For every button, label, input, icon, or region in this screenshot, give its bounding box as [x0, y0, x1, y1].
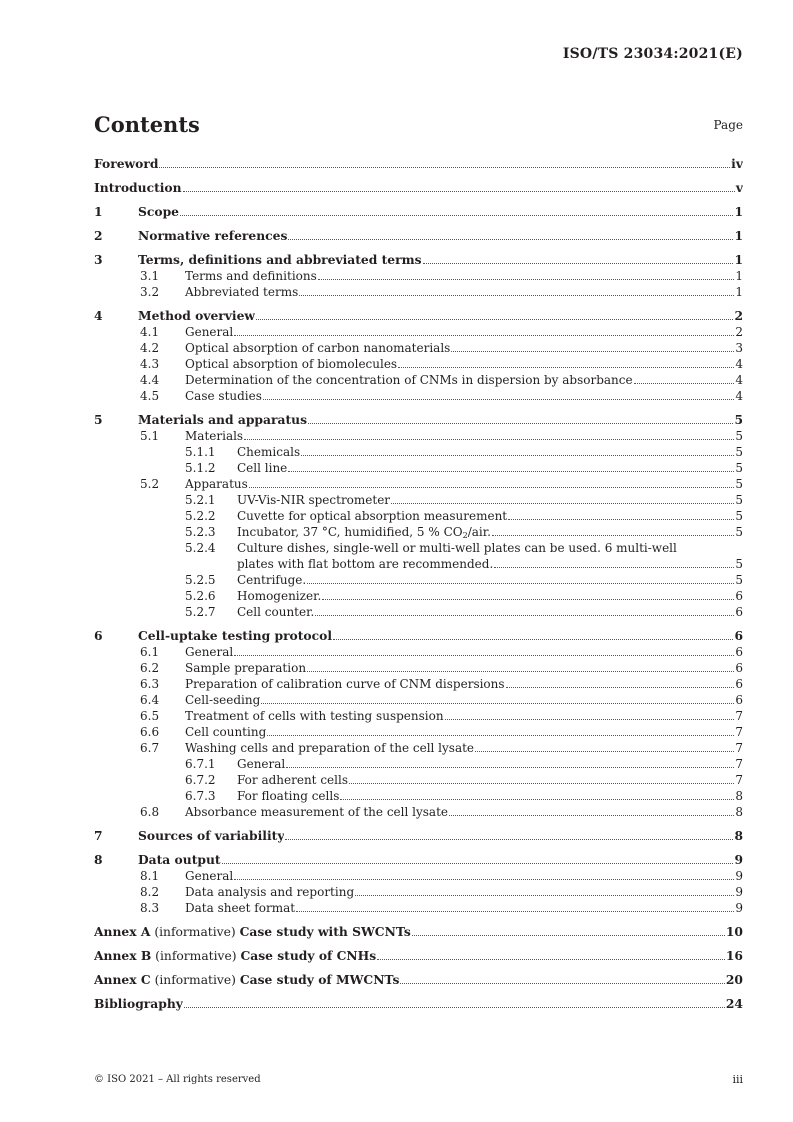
dot-leader [267, 735, 734, 736]
dot-leader [318, 279, 735, 280]
toc-entry-page: 5 [735, 445, 743, 459]
toc-entry-page: 7 [735, 725, 743, 739]
toc-entry-number: 6.4 [140, 693, 160, 707]
toc-entry-title: Annex A (informative) Case study with SWCNTs [94, 924, 411, 939]
toc-entry-number: 8 [94, 852, 103, 867]
toc-entry-page: 10 [725, 924, 743, 939]
toc-entry-page: 4 [735, 357, 743, 371]
toc-entry[interactable] [94, 868, 743, 884]
toc-entry[interactable] [94, 388, 743, 404]
toc-entry-title: General [185, 869, 234, 883]
toc-entry-page: 6 [735, 605, 743, 619]
toc-entry-number: 4 [94, 308, 103, 323]
dot-leader [308, 423, 733, 424]
toc-entry-title: For adherent cells [237, 773, 348, 787]
toc-entry-number: 6 [94, 628, 103, 643]
toc-entry-number: 4.4 [140, 373, 160, 387]
toc-entry-title: General [237, 757, 286, 771]
toc-entry-number: 5.2 [140, 477, 160, 491]
toc-entry[interactable] [94, 324, 743, 340]
toc-entry-title: Normative references [138, 228, 288, 243]
dot-leader [261, 703, 734, 704]
toc-entry-title: Centrifuge. [237, 573, 307, 587]
toc-entry-number: 5.2.7 [185, 605, 216, 619]
toc-entry[interactable] [94, 444, 743, 460]
toc-entry-number: 5 [94, 412, 103, 427]
toc-entry-page: 7 [735, 741, 743, 755]
toc-entry-title: Apparatus [185, 477, 248, 491]
toc-entry-title: Homogenizer. [237, 589, 322, 603]
toc-entry-title: Determination of the concentration of CNMs in dispersion by absorbance [185, 373, 633, 387]
toc-entry-number: 2 [94, 228, 103, 243]
toc-entry-page: 9 [735, 869, 743, 883]
toc-entry[interactable] [94, 628, 743, 644]
toc-entry-title: Cell-seeding [185, 693, 261, 707]
toc-entry-title: Absorbance measurement of the cell lysate [185, 805, 448, 819]
toc-entry-title: Abbreviated terms [185, 285, 299, 299]
toc-entry[interactable] [94, 884, 743, 900]
toc-entry[interactable] [94, 252, 743, 268]
toc-entry[interactable] [94, 356, 743, 372]
dot-leader [391, 503, 734, 504]
toc-entry[interactable] [94, 556, 743, 572]
toc-entry[interactable] [94, 492, 743, 508]
page-column-label: Page [713, 118, 743, 132]
copyright-footer: © ISO 2021 – All rights reserved [94, 1074, 261, 1085]
toc-entry-number: 6.6 [140, 725, 160, 739]
toc-entry-number: 3.1 [140, 269, 160, 283]
toc-entry-number: 7 [94, 828, 103, 843]
toc-entry-number: 6.5 [140, 709, 160, 723]
toc-entry-title: Bibliography [94, 996, 183, 1011]
toc-entry-title: Optical absorption of carbon nanomaterials [185, 341, 451, 355]
toc-entry-number: 5.2.1 [185, 493, 216, 507]
toc-entry-title: Cuvette for optical absorption measurement [237, 509, 508, 523]
toc-entry[interactable] [94, 900, 743, 916]
toc-entry[interactable] [94, 708, 743, 724]
toc-entry-number: 5.2.2 [185, 509, 216, 523]
dot-leader [349, 783, 734, 784]
toc-entry-number: 4.2 [140, 341, 160, 355]
dot-leader [263, 399, 734, 400]
toc-entry-page: 2 [735, 325, 743, 339]
dot-leader [234, 655, 734, 656]
toc-entry[interactable] [94, 996, 743, 1012]
toc-entry[interactable] [94, 804, 743, 820]
table-of-contents [94, 156, 743, 1012]
toc-entry[interactable] [94, 924, 743, 940]
toc-entry[interactable] [94, 604, 743, 620]
toc-entry-page: 16 [725, 948, 743, 963]
toc-entry-page: 20 [725, 972, 743, 987]
toc-entry-page: 3 [735, 341, 743, 355]
toc-entry-number: 5.1 [140, 429, 160, 443]
dot-leader [400, 983, 724, 984]
toc-entry-page: 1 [735, 269, 743, 283]
toc-entry-title: Terms and definitions [185, 269, 317, 283]
dot-leader [285, 839, 733, 840]
document-id-header: ISO/TS 23034:2021(E) [562, 46, 743, 62]
toc-entry-number: 4.1 [140, 325, 160, 339]
toc-entry-title: Foreword [94, 156, 159, 171]
toc-entry-title: Introduction [94, 180, 182, 195]
toc-entry-title: UV-Vis-NIR spectrometer [237, 493, 391, 507]
toc-entry-title: Chemicals [237, 445, 301, 459]
page-number-footer: iii [732, 1073, 743, 1086]
toc-entry[interactable] [94, 572, 743, 588]
dot-leader [307, 671, 734, 672]
toc-entry-page: v [735, 180, 743, 195]
dot-leader [398, 367, 734, 368]
toc-entry-number: 5.1.2 [185, 461, 216, 475]
dot-leader [222, 863, 734, 864]
toc-entry-page: 2 [734, 308, 743, 323]
dot-leader [296, 911, 734, 912]
toc-entry[interactable] [94, 428, 743, 444]
toc-entry-page: 7 [735, 709, 743, 723]
toc-entry[interactable] [94, 828, 743, 844]
toc-entry-page: 1 [734, 228, 743, 243]
toc-entry-page: 5 [735, 557, 743, 571]
toc-entry-number: 6.7.3 [185, 789, 216, 803]
toc-entry-page: 5 [735, 429, 743, 443]
toc-entry-page: 6 [735, 693, 743, 707]
toc-entry-title: Sample preparation [185, 661, 307, 675]
toc-entry-title: Data sheet format [185, 901, 296, 915]
dot-leader [377, 959, 725, 960]
toc-entry-number: 6.2 [140, 661, 160, 675]
dot-leader [288, 471, 734, 472]
toc-entry-title: Method overview [138, 308, 256, 323]
toc-entry-page: 5 [735, 493, 743, 507]
toc-entry-page: 5 [734, 412, 743, 427]
toc-entry-number: 6.3 [140, 677, 160, 691]
toc-entry[interactable] [94, 476, 743, 492]
toc-entry-page: 6 [735, 645, 743, 659]
toc-entry-page: 7 [735, 773, 743, 787]
toc-entry[interactable] [94, 644, 743, 660]
toc-entry-number: 4.5 [140, 389, 160, 403]
toc-entry-title: Annex C (informative) Case study of MWCNTs [94, 972, 400, 987]
dot-leader [634, 383, 735, 384]
toc-entry-number: 6.7 [140, 741, 160, 755]
dot-leader [180, 215, 733, 216]
toc-entry-page: 4 [735, 389, 743, 403]
toc-entry[interactable] [94, 156, 743, 172]
toc-entry[interactable] [94, 756, 743, 772]
dot-leader [234, 335, 734, 336]
toc-entry-page: 5 [735, 525, 743, 539]
toc-entry[interactable] [94, 740, 743, 756]
toc-entry-number: 3 [94, 252, 103, 267]
toc-entry-number: 6.7.1 [185, 757, 216, 771]
dot-leader [288, 239, 733, 240]
toc-entry[interactable] [94, 588, 743, 604]
toc-entry-page: 8 [734, 828, 743, 843]
toc-entry-title: Cell counter. [237, 605, 315, 619]
toc-entry-number: 5.2.4 [185, 541, 216, 555]
toc-entry-page: 24 [725, 996, 743, 1011]
toc-entry-number: 3.2 [140, 285, 160, 299]
toc-entry-number: 6.7.2 [185, 773, 216, 787]
dot-leader [449, 815, 734, 816]
dot-leader [256, 319, 733, 320]
toc-entry-title: Data analysis and reporting [185, 885, 355, 899]
dot-leader [183, 191, 735, 192]
toc-entry-page: 4 [735, 373, 743, 387]
toc-entry-page: 5 [735, 509, 743, 523]
toc-entry-title: For floating cells [237, 789, 340, 803]
toc-entry-title: Sources of variability [138, 828, 285, 843]
toc-entry-title: Optical absorption of biomolecules [185, 357, 398, 371]
toc-entry-page: 5 [735, 573, 743, 587]
toc-entry[interactable] [94, 524, 743, 540]
dot-leader [286, 767, 734, 768]
dot-leader [301, 455, 734, 456]
toc-entry-title: Cell-uptake testing protocol [138, 628, 332, 643]
toc-entry-page: 7 [735, 757, 743, 771]
toc-entry-title: Incubator, 37 °C, humidified, 5 % $CO_2$/air. [237, 525, 491, 540]
toc-entry-number: 8.2 [140, 885, 160, 899]
dot-leader [506, 687, 735, 688]
toc-entry[interactable] [94, 724, 743, 740]
toc-entry-title: Washing cells and preparation of the cell lysate [185, 741, 475, 755]
dot-leader [315, 615, 734, 616]
dot-leader [299, 295, 734, 296]
dot-leader [475, 751, 734, 752]
toc-entry[interactable] [94, 788, 743, 804]
dot-leader [159, 167, 730, 168]
dot-leader [494, 567, 734, 568]
toc-entry[interactable] [94, 340, 743, 356]
toc-entry-title: Culture dishes, single-well or multi-well plates can be used. 6 multi-well [237, 541, 677, 555]
toc-entry[interactable] [94, 692, 743, 708]
toc-entry-title: plates with flat bottom are recommended. [237, 557, 494, 571]
dot-leader [333, 639, 733, 640]
dot-leader [492, 535, 734, 536]
toc-entry-title: Annex B (informative) Case study of CNHs [94, 948, 377, 963]
toc-entry-page: 8 [735, 805, 743, 819]
toc-entry-page: iv [731, 156, 743, 171]
toc-entry-title: Materials [185, 429, 244, 443]
toc-entry-number: 6.8 [140, 805, 160, 819]
dot-leader [423, 263, 734, 264]
toc-entry[interactable] [94, 284, 743, 300]
toc-entry[interactable] [94, 180, 743, 196]
toc-entry-title: General [185, 645, 234, 659]
toc-entry[interactable] [94, 772, 743, 788]
toc-entry-page: 9 [734, 852, 743, 867]
toc-entry-title: Cell counting [185, 725, 267, 739]
toc-entry-page: 6 [735, 677, 743, 691]
toc-entry-number: 8.1 [140, 869, 160, 883]
dot-leader [184, 1007, 725, 1008]
toc-entry-number: 5.2.3 [185, 525, 216, 539]
toc-entry-title: Terms, definitions and abbreviated terms [138, 252, 422, 267]
toc-entry[interactable] [94, 660, 743, 676]
toc-entry-page: 5 [735, 477, 743, 491]
dot-leader [307, 583, 734, 584]
toc-entry[interactable] [94, 460, 743, 476]
toc-entry-title: Data output [138, 852, 221, 867]
page-title: Contents [94, 112, 200, 137]
toc-entry-title: Treatment of cells with testing suspension [185, 709, 444, 723]
dot-leader [508, 519, 734, 520]
dot-leader [445, 719, 735, 720]
dot-leader [412, 935, 725, 936]
toc-entry[interactable] [94, 228, 743, 244]
toc-entry-number: 5.2.6 [185, 589, 216, 603]
toc-entry[interactable] [94, 372, 743, 388]
toc-entry-title: Materials and apparatus [138, 412, 307, 427]
toc-entry[interactable] [94, 204, 743, 220]
toc-entry-page: 1 [734, 204, 743, 219]
toc-entry-page: 6 [735, 589, 743, 603]
toc-entry-number: 8.3 [140, 901, 160, 915]
toc-entry[interactable] [94, 508, 743, 524]
toc-entry-number: 5.1.1 [185, 445, 216, 459]
dot-leader [249, 487, 735, 488]
toc-entry-title: Preparation of calibration curve of CNM dispersions [185, 677, 505, 691]
toc-entry[interactable] [94, 972, 743, 988]
toc-entry-title: General [185, 325, 234, 339]
toc-entry-page: 5 [735, 461, 743, 475]
toc-entry-number: 1 [94, 204, 103, 219]
toc-entry[interactable] [94, 852, 743, 868]
toc-entry-page: 9 [735, 901, 743, 915]
dot-leader [340, 799, 734, 800]
dot-leader [355, 895, 734, 896]
toc-entry-page: 6 [734, 628, 743, 643]
toc-entry[interactable] [94, 948, 743, 964]
toc-entry[interactable] [94, 308, 743, 324]
dot-leader [234, 879, 734, 880]
toc-entry-number: 5.2.5 [185, 573, 216, 587]
toc-entry[interactable] [94, 676, 743, 692]
toc-entry-title: Case studies [185, 389, 262, 403]
dot-leader [244, 439, 734, 440]
toc-entry[interactable] [94, 540, 743, 556]
toc-entry-number: 4.3 [140, 357, 160, 371]
toc-entry-title: Cell line [237, 461, 288, 475]
toc-entry-page: 9 [735, 885, 743, 899]
toc-entry-number: 6.1 [140, 645, 160, 659]
toc-entry-page: 1 [734, 252, 743, 267]
toc-entry-title: Scope [138, 204, 179, 219]
toc-entry-page: 1 [735, 285, 743, 299]
toc-entry[interactable] [94, 412, 743, 428]
dot-leader [451, 351, 734, 352]
toc-entry[interactable] [94, 268, 743, 284]
dot-leader [322, 599, 734, 600]
toc-entry-page: 8 [735, 789, 743, 803]
toc-entry-page: 6 [735, 661, 743, 675]
